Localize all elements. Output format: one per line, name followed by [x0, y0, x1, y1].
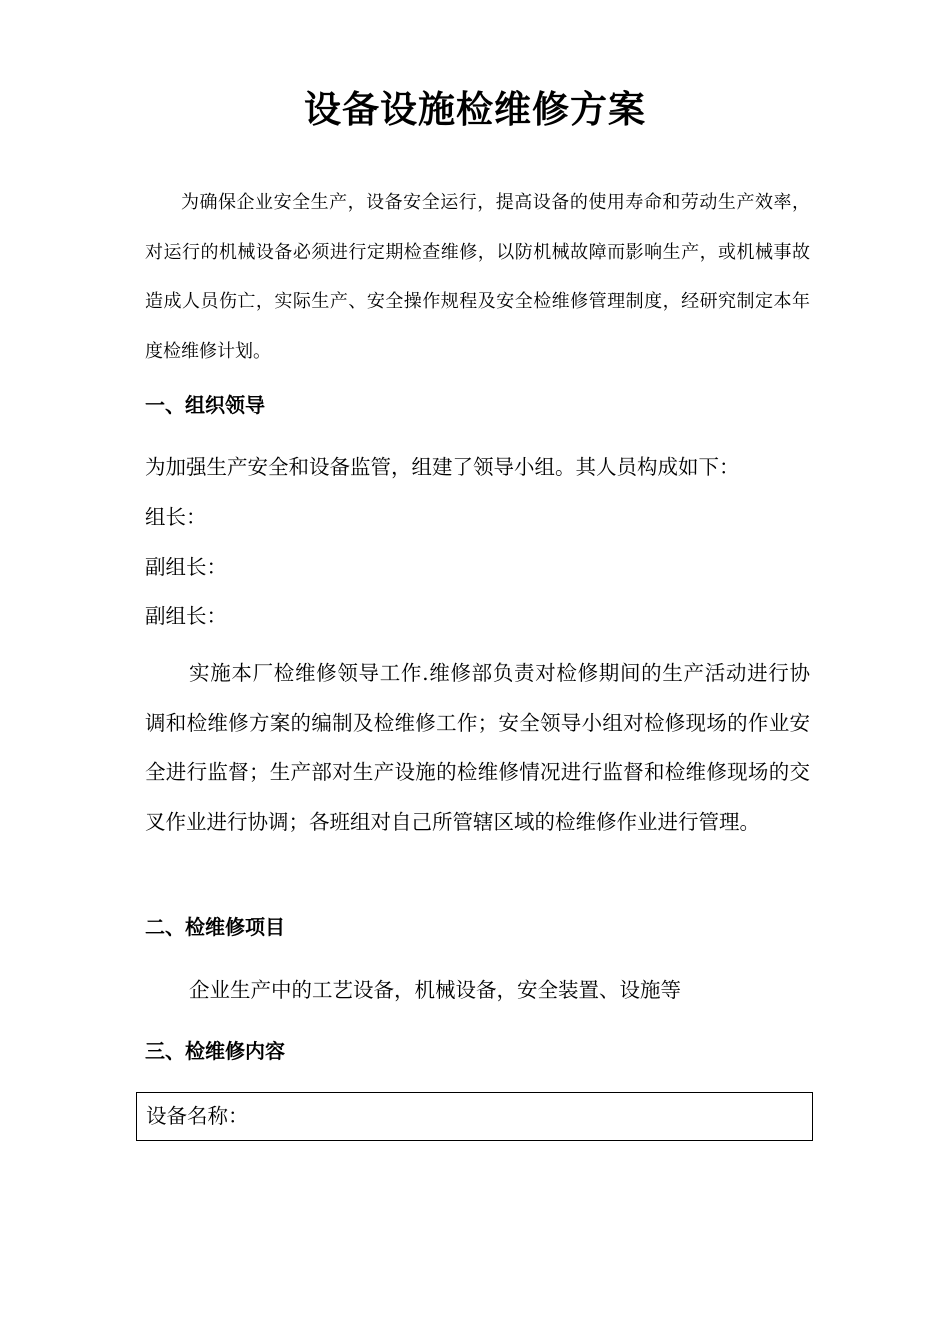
organization-duties-paragraph: 实施本厂检维修领导工作.维修部负责对检修期间的生产活动进行协调和检维修方案的编制及检维修工作；安全领导小组对检修现场的作业安全进行监督；生产部对生产设施的检维修情况进行监督和检维修现场的交叉作业进行协调；各班组对自己所管辖区域的检维修作业进行管理。 — [145, 661, 810, 834]
section-heading-items: 二、检维修项目 — [145, 915, 285, 939]
leader-label: 组长： — [145, 505, 207, 529]
document-title: 设备设施检维修方案 — [304, 88, 646, 131]
intro-paragraph: 为确保企业安全生产，设备安全运行，提高设备的使用寿命和劳动生产效率，对运行的机械设备必须进行定期检查维修，以防机械故障而影响生产，或机械事故造成人员伤亡，实际生产、安全操作规程及安全检维修管理制度，经研究制定本年度检维修计划。 — [145, 192, 810, 362]
device-name-table — [136, 1092, 813, 1141]
device-name-label: 设备名称： — [146, 1104, 249, 1128]
deputy-leader-label-1: 副组长： — [145, 555, 227, 579]
section-heading-organization: 一、组织领导 — [145, 393, 265, 417]
section-heading-content: 三、检维修内容 — [145, 1039, 285, 1063]
deputy-leader-label-2: 副组长： — [145, 604, 227, 628]
organization-lead-text: 为加强生产安全和设备监管，组建了领导小组。其人员构成如下： — [145, 455, 740, 479]
items-description: 企业生产中的工艺设备，机械设备，安全装置、设施等 — [189, 978, 681, 1002]
